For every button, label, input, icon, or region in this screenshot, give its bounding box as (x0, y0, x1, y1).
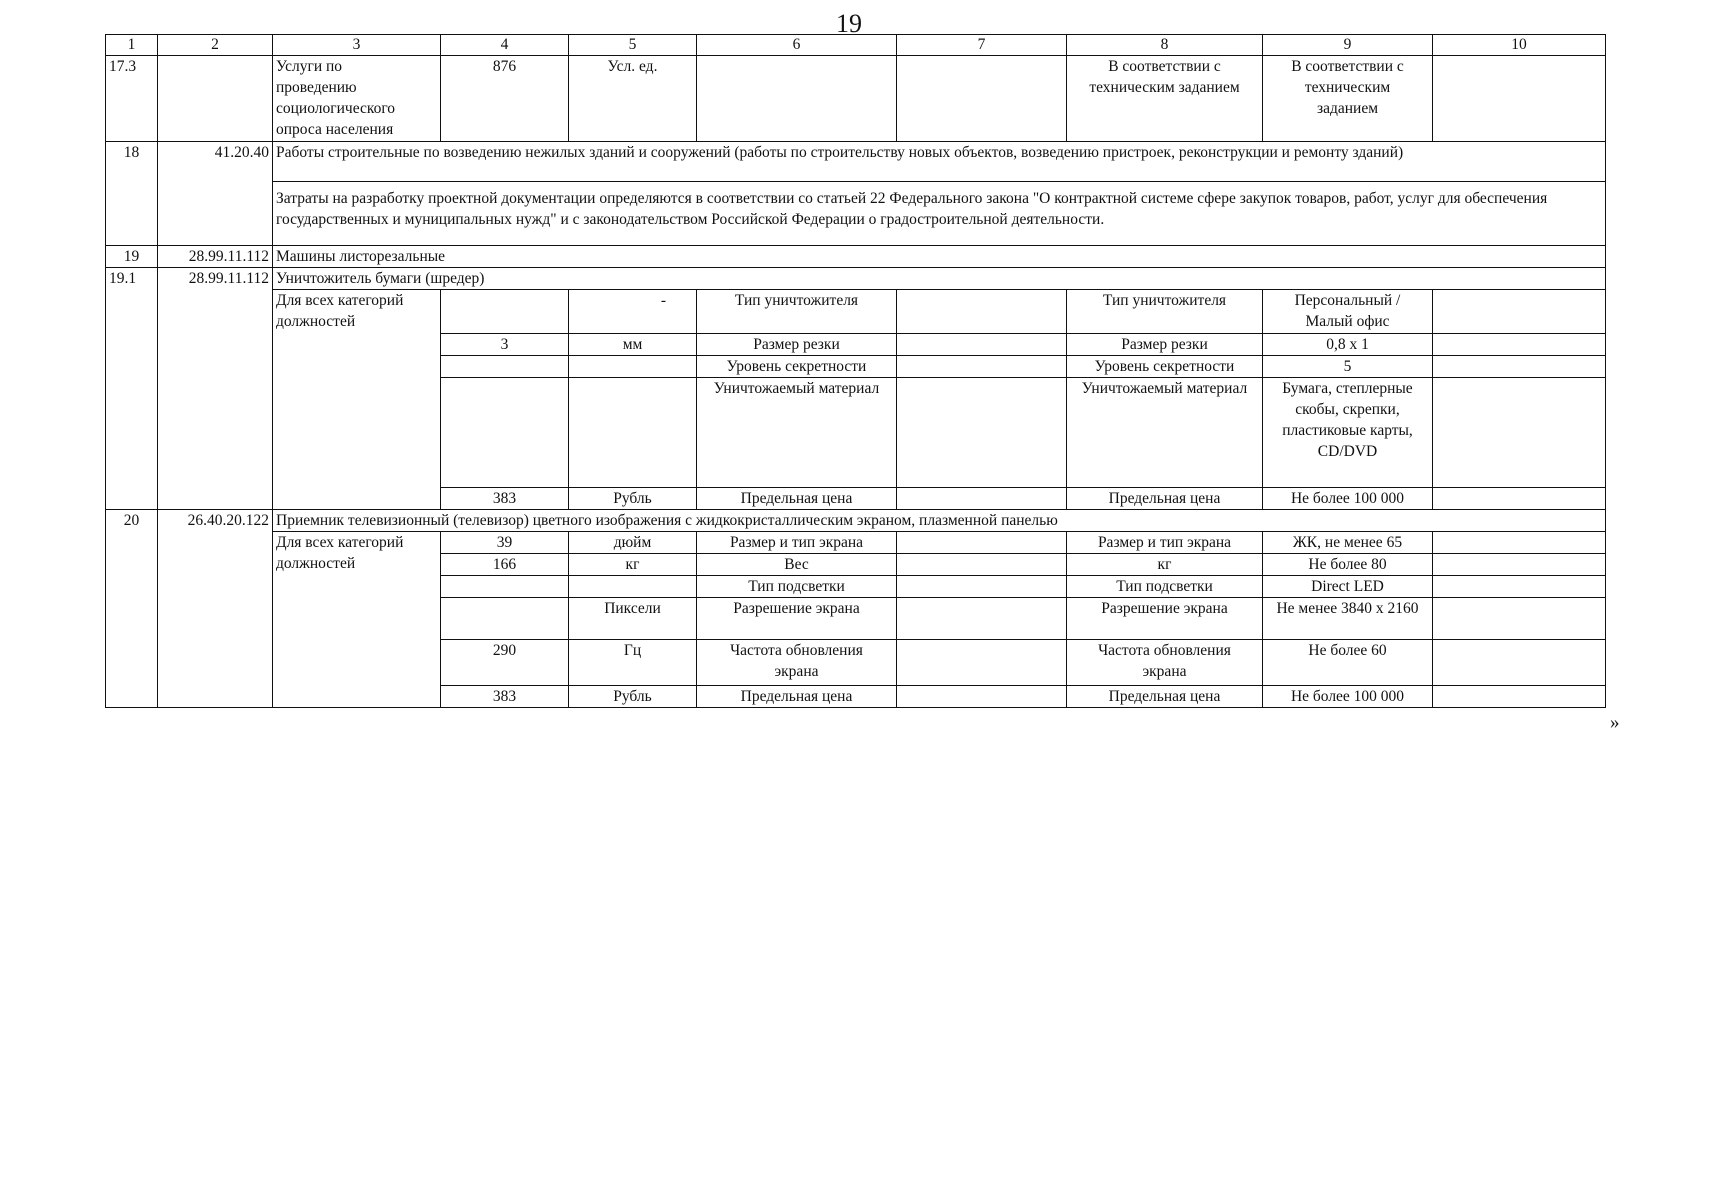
value-cell (897, 356, 1067, 378)
value-cell (897, 290, 1067, 334)
characteristic-cell: В соответствии с техническим заданием (1067, 56, 1263, 142)
position-category: Для всех категорий должностей (273, 290, 441, 510)
characteristic-cell: Размер и тип экрана (1067, 532, 1263, 554)
table-row-19 (106, 246, 1606, 268)
okei-code: 383 (441, 488, 569, 510)
column-number: 6 (697, 35, 897, 56)
okei-code (441, 576, 569, 598)
table-row (106, 290, 1606, 334)
unit-name: Рубль (569, 488, 697, 510)
table-row-18-note (106, 182, 1606, 246)
unit-name: Пиксели (569, 598, 697, 640)
value-cell (897, 532, 1067, 554)
note-cell (1433, 598, 1606, 640)
characteristic-cell: Уровень секретности (697, 356, 897, 378)
item-title: Приемник телевизионный (телевизор) цветного изображения с жидкокристаллическим экраном, плазменной панелью (273, 510, 1606, 532)
value-cell (897, 554, 1067, 576)
value-cell: 5 (1263, 356, 1433, 378)
note-cell (1433, 290, 1606, 334)
position-category: Для всех категорий должностей (273, 532, 441, 708)
note-cell (1433, 356, 1606, 378)
note-cell (1433, 576, 1606, 598)
note-cell (1433, 378, 1606, 488)
value-cell: Персональный / Малый офис (1263, 290, 1433, 334)
characteristic-cell (697, 56, 897, 142)
okei-code (441, 378, 569, 488)
table-row-18 (106, 142, 1606, 182)
unit-name: кг (569, 554, 697, 576)
characteristic-cell: Предельная цена (697, 488, 897, 510)
note-cell (1433, 532, 1606, 554)
okei-code: 290 (441, 640, 569, 686)
okpd2-code: 41.20.40 (158, 142, 273, 246)
unit-name: - (569, 290, 697, 334)
okei-code: 383 (441, 686, 569, 708)
characteristic-cell: Предельная цена (1067, 686, 1263, 708)
value-cell (897, 576, 1067, 598)
column-number: 4 (441, 35, 569, 56)
table-row-19-1 (106, 268, 1606, 290)
note-cell (1433, 640, 1606, 686)
column-number: 2 (158, 35, 273, 56)
table-row-17-3 (106, 56, 1606, 142)
okei-code (441, 598, 569, 640)
note-cell (1433, 56, 1606, 142)
column-number: 1 (106, 35, 158, 56)
characteristic-cell: Предельная цена (697, 686, 897, 708)
characteristic-cell: Уничтожаемый материал (1067, 378, 1263, 488)
okpd2-code: 28.99.11.112 (158, 246, 273, 268)
item-note: Затраты на разработку проектной документации определяются в соответствии со статьей 22 Федерального закона "О контрактной системе сфере закупок товаров, работ, услуг для обеспечения государственных и муниципальных нужд" и с законодательством Российской Федерации о градостроительной деятельности. (273, 182, 1606, 246)
characteristic-cell: Тип уничтожителя (1067, 290, 1263, 334)
value-cell: Не более 80 (1263, 554, 1433, 576)
table-row-20 (106, 510, 1606, 532)
characteristic-cell: Частота обновления экрана (1067, 640, 1263, 686)
characteristic-cell: Размер резки (1067, 334, 1263, 356)
unit-name (569, 576, 697, 598)
page-number: 19 (836, 9, 862, 38)
value-cell: Бумага, степлерные скобы, скрепки, пластиковые карты, CD/DVD (1263, 378, 1433, 488)
unit-name: мм (569, 334, 697, 356)
column-number-row (106, 35, 1606, 56)
value-cell: Не менее 3840 х 2160 (1263, 598, 1433, 640)
characteristic-cell: Размер и тип экрана (697, 532, 897, 554)
value-cell (897, 56, 1067, 142)
characteristic-cell: Вес (697, 554, 897, 576)
unit-name: Усл. ед. (569, 56, 697, 142)
closing-quote-mark: » (1610, 712, 1620, 733)
characteristic-cell: Тип подсветки (697, 576, 897, 598)
column-number: 10 (1433, 35, 1606, 56)
okei-code (441, 290, 569, 334)
characteristic-cell: кг (1067, 554, 1263, 576)
characteristic-cell: Предельная цена (1067, 488, 1263, 510)
characteristic-cell: Уничтожаемый материал (697, 378, 897, 488)
row-number: 19 (106, 246, 158, 268)
item-title: Машины листорезальные (273, 246, 1606, 268)
row-number: 17.3 (106, 56, 158, 142)
row-number: 20 (106, 510, 158, 708)
unit-name: Рубль (569, 686, 697, 708)
unit-name (569, 356, 697, 378)
value-cell (897, 334, 1067, 356)
unit-name: дюйм (569, 532, 697, 554)
value-cell: Не более 100 000 (1263, 488, 1433, 510)
value-cell (897, 378, 1067, 488)
value-cell (897, 640, 1067, 686)
value-cell: Direct LED (1263, 576, 1433, 598)
okpd2-code (158, 56, 273, 142)
procurement-requirements-table (105, 34, 1606, 708)
column-number: 7 (897, 35, 1067, 56)
characteristic-cell: Уровень секретности (1067, 356, 1263, 378)
okei-code (441, 356, 569, 378)
value-cell (897, 598, 1067, 640)
note-cell (1433, 334, 1606, 356)
value-cell: ЖК, не менее 65 (1263, 532, 1433, 554)
column-number: 9 (1263, 35, 1433, 56)
column-number: 8 (1067, 35, 1263, 56)
value-cell: Не более 100 000 (1263, 686, 1433, 708)
okpd2-code: 28.99.11.112 (158, 268, 273, 510)
okei-code: 39 (441, 532, 569, 554)
note-cell (1433, 554, 1606, 576)
row-number: 18 (106, 142, 158, 246)
characteristic-cell: Частота обновления экрана (697, 640, 897, 686)
value-cell: 0,8 х 1 (1263, 334, 1433, 356)
column-number: 5 (569, 35, 697, 56)
column-number: 3 (273, 35, 441, 56)
value-cell: Не более 60 (1263, 640, 1433, 686)
characteristic-cell: Размер резки (697, 334, 897, 356)
value-cell (897, 686, 1067, 708)
note-cell (1433, 686, 1606, 708)
okei-code: 166 (441, 554, 569, 576)
row-number: 19.1 (106, 268, 158, 510)
table-row (106, 532, 1606, 554)
okei-code: 3 (441, 334, 569, 356)
unit-name (569, 378, 697, 488)
note-cell (1433, 488, 1606, 510)
item-title: Работы строительные по возведению нежилых зданий и сооружений (работы по строительству новых объектов, возведению пристроек, реконструкции и ремонту зданий) (273, 142, 1606, 182)
okei-code: 876 (441, 56, 569, 142)
value-cell: В соответствии с техническим заданием (1263, 56, 1433, 142)
item-name: Услуги по проведению социологического опроса населения (273, 56, 441, 142)
item-title: Уничтожитель бумаги (шредер) (273, 268, 1606, 290)
okpd2-code: 26.40.20.122 (158, 510, 273, 708)
characteristic-cell: Разрешение экрана (1067, 598, 1263, 640)
characteristic-cell: Разрешение экрана (697, 598, 897, 640)
unit-name: Гц (569, 640, 697, 686)
characteristic-cell: Тип подсветки (1067, 576, 1263, 598)
value-cell (897, 488, 1067, 510)
characteristic-cell: Тип уничтожителя (697, 290, 897, 334)
